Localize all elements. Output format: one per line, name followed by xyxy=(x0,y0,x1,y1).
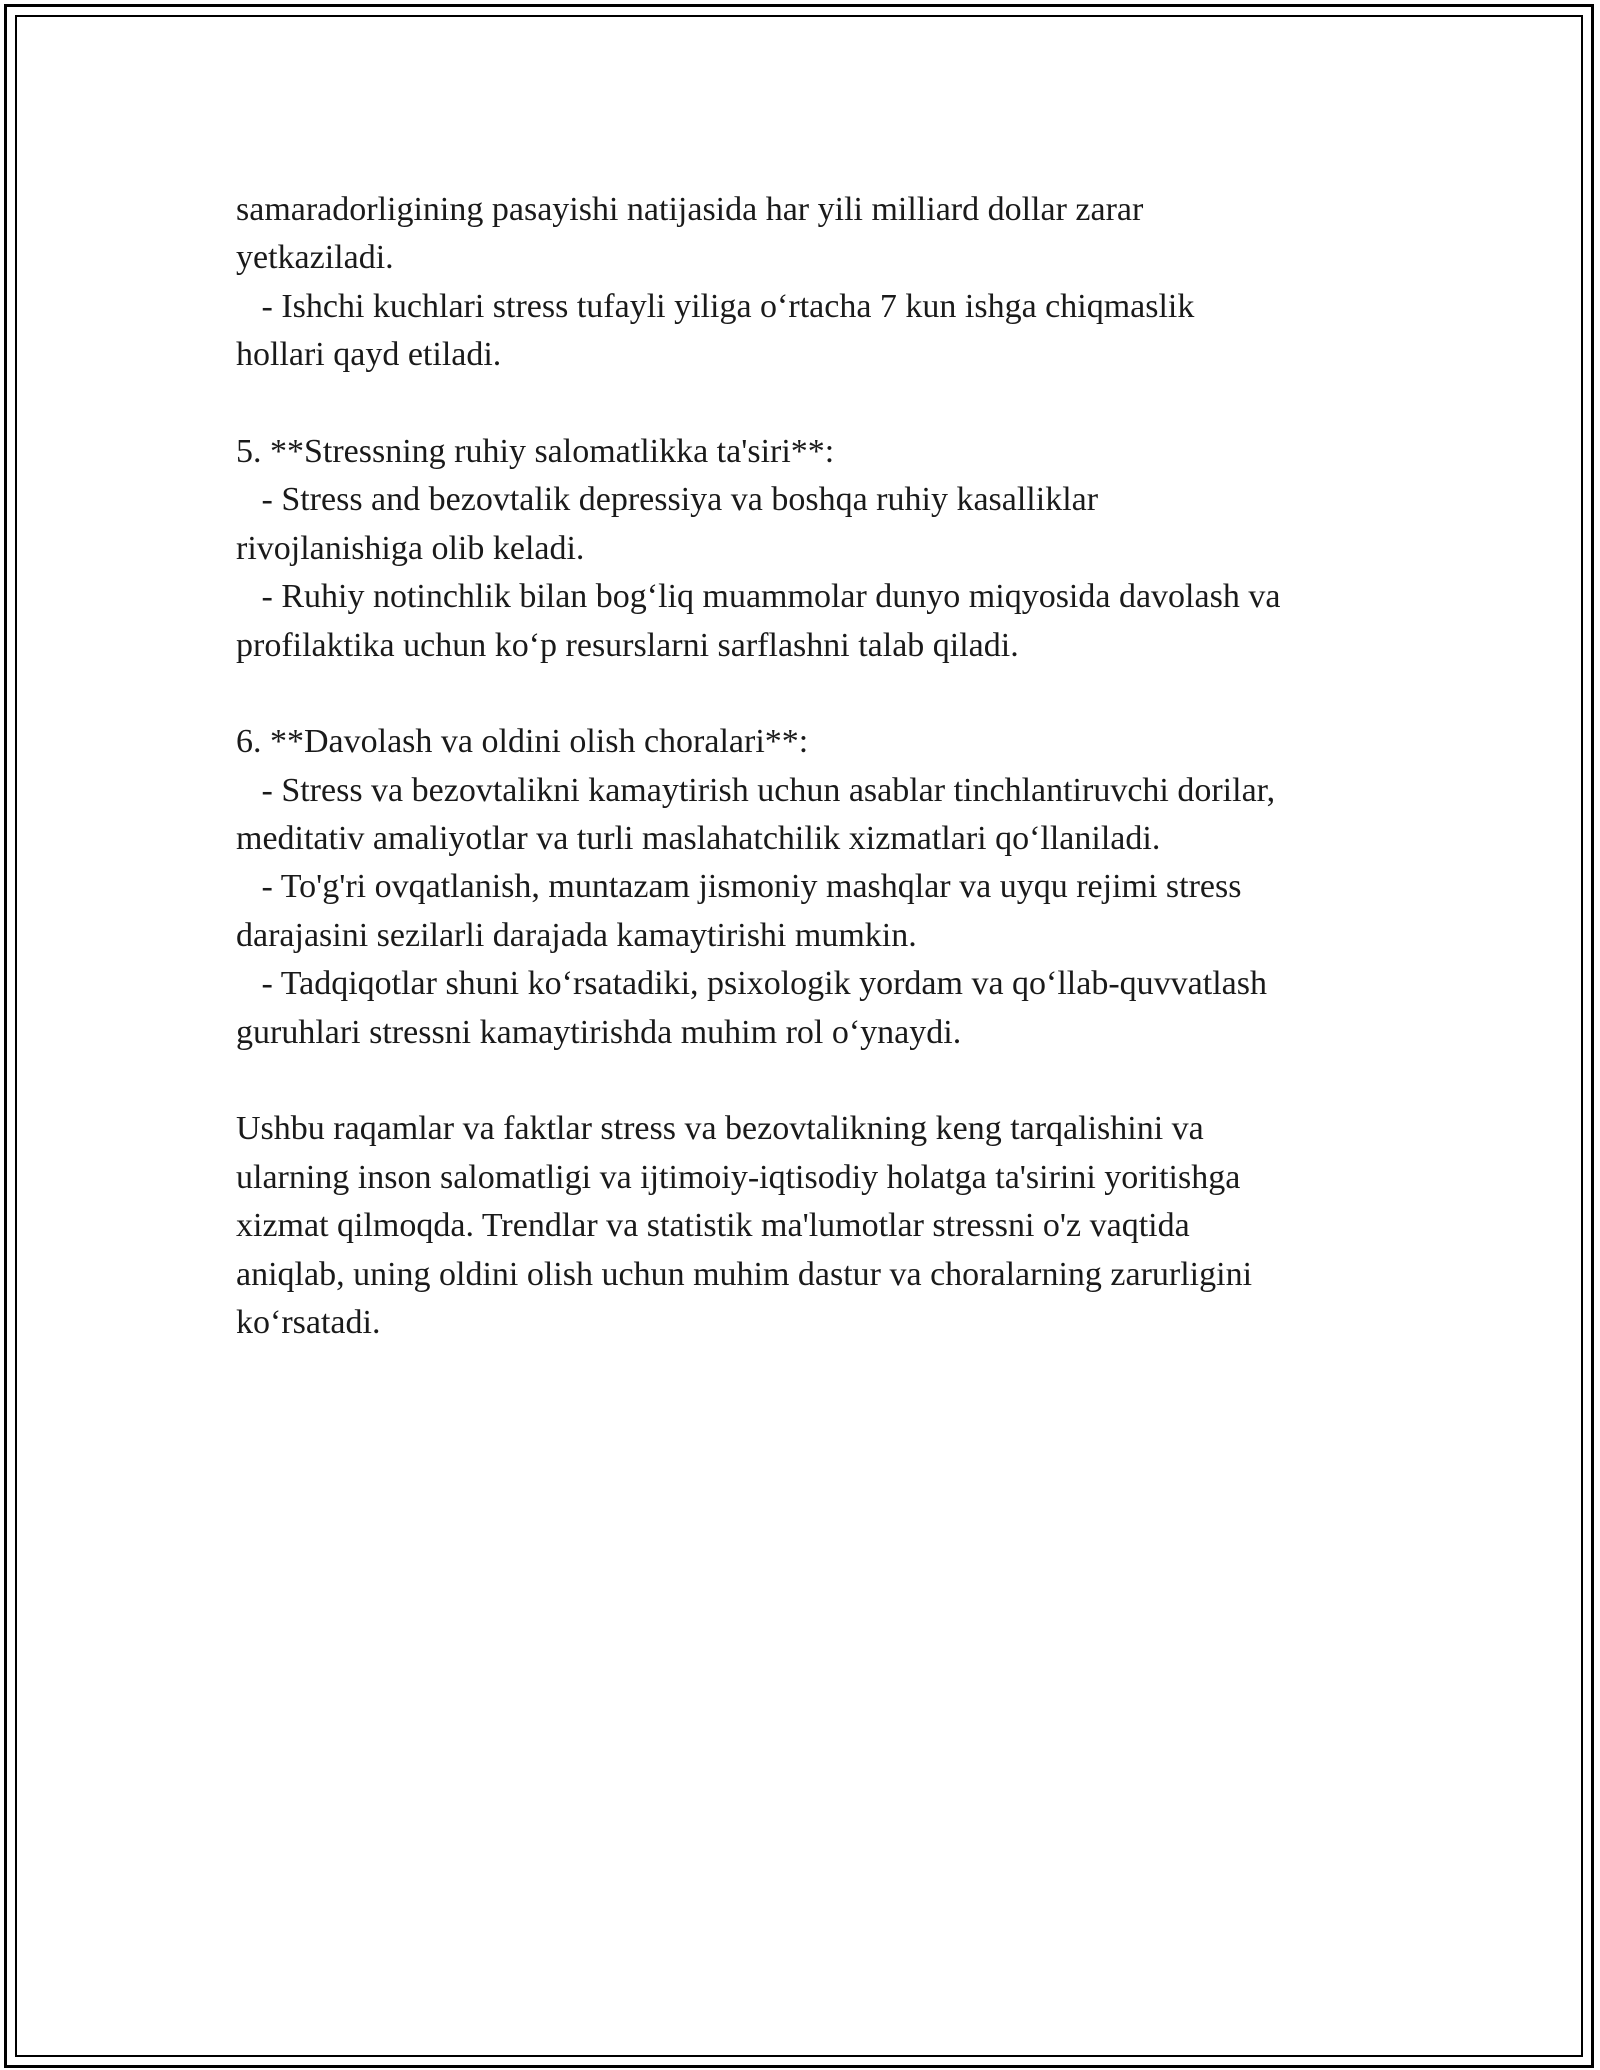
document-body xyxy=(236,186,1396,1347)
text-line: meditativ amaliyotlar va turli maslahatchilik xizmatlari qo‘llaniladi. xyxy=(236,820,1161,858)
text-line: - Stress va bezovtalikni kamaytirish uchun asablar tinchlantiruvchi dorilar, xyxy=(236,771,1276,809)
text-line: rivojlanishiga olib keladi. xyxy=(236,529,585,567)
paragraph-gap xyxy=(236,1057,1396,1105)
text-line: profilaktika uchun ko‘p resurslarni sarflashni talab qiladi. xyxy=(236,626,1019,664)
text-line: - Stress and bezovtalik depressiya va boshqa ruhiy kasalliklar xyxy=(236,481,1099,519)
text-line: ularning inson salomatligi va ijtimoiy-iqtisodiy holatga ta'sirini yoritishga xyxy=(236,1158,1241,1196)
text-line: yetkaziladi. xyxy=(236,239,394,277)
text-line: Ushbu raqamlar va faktlar stress va bezovtalikning keng tarqalishini va xyxy=(236,1110,1204,1148)
text-line: - Tadqiqotlar shuni ko‘rsatadiki, psixologik yordam va qo‘llab-quvvatlash xyxy=(236,965,1267,1003)
text-line: ko‘rsatadi. xyxy=(236,1303,381,1341)
text-line: guruhlari stressni kamaytirishda muhim rol o‘ynaydi. xyxy=(236,1013,962,1051)
text-line: - Ruhiy notinchlik bilan bog‘liq muammolar dunyo miqyosida davolash va xyxy=(236,578,1281,616)
text-line: xizmat qilmoqda. Trendlar va statistik ma'lumotlar stressni o'z vaqtida xyxy=(236,1207,1190,1245)
text-line: darajasini sezilarli darajada kamaytirishi mumkin. xyxy=(236,916,917,954)
text-line: aniqlab, uning oldini olish uchun muhim dastur va choralarning zarurligini xyxy=(236,1255,1253,1293)
paragraph-gap xyxy=(236,380,1396,428)
paragraph-gap xyxy=(236,670,1396,718)
section-heading: 5. **Stressning ruhiy salomatlikka ta'siri**: xyxy=(236,432,835,470)
text-line: - To'g'ri ovqatlanish, muntazam jismoniy mashqlar va uyqu rejimi stress xyxy=(236,868,1242,906)
text-line: - Ishchi kuchlari stress tufayli yiliga o‘rtacha 7 kun ishga chiqmaslik xyxy=(236,287,1195,325)
section-heading: 6. **Davolash va oldini olish choralari**: xyxy=(236,723,809,761)
text-line: samaradorligining pasayishi natijasida har yili milliard dollar zarar xyxy=(236,191,1144,228)
text-line: hollari qayd etiladi. xyxy=(236,336,502,374)
